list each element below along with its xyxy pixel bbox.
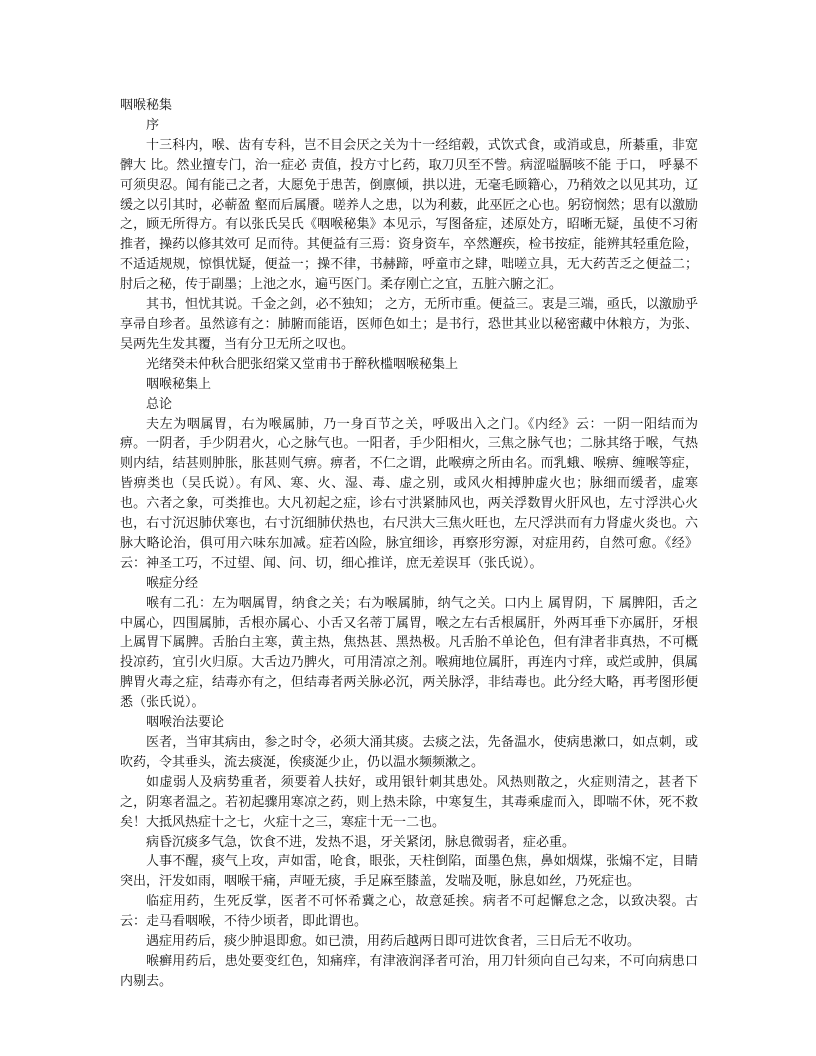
section-paragraph: 病昏沉痰多气急，饮食不进，发热不退，牙关紧闭，脉息微弱者，症必重。 [146,834,576,850]
section-paragraph: 喉癣用药后，患处要变红色，知痛痒，有津液润泽者可治，用刀针须向自己勾来，不可向病患口内剔去。 [120,953,698,989]
section-heading-meridians: 喉症分经 [146,575,199,591]
preface-paragraph: 十三科内，喉、齿有专科，岂不目会厌之关为十一经绾毂，式饮式食，或消或息，所綦重，非宽髀大 比。然业擅专门，治一症必 责值，投方寸匕药，取刀贝至不訾。病涩嗌膈咳不能 于口， 呼暴不可须臾忍。闻有能己之者，大愿免于患苦，倒廪倾，拱以进，无毫毛顾籍心，乃稍效之以见其功，辽缓之以引其时，必蕲盈 壑而后属餍。嗟养人之患，以为利薮，此巫匠之心也。躬窃悯然；思有以激励之，顾无所得方。有以张氏吴氏《咽喉秘集》本见示，写图备症，述原处方，昭晰无疑，虽使不习術推者，操药以修其效可 足而待。其便益有三焉：资身资车，卒然邂疾，检书按症，能辨其轻重危险，不适适规规，惊惧忧疑，便益一；操不律，书赫蹄，呼童市之肆，咄嗟立具，无大药苦乏之便益二；肘后之秘，传于副墨；上池之水，遍丐医门。柔存刚亡之宜，五脏六腑之汇。 [120,137,698,293]
preface-heading: 序 [146,117,160,133]
volume-title: 咽喉秘集上 [146,376,212,392]
section-paragraph: 夫左为咽属胃，右为喉属肺，乃一身百节之关，呼吸出入之门。《内经》云：一阴一阳结而为痹。一阴者，手少阴君火，心之脉气也。一阳者，手少阳相火，三焦之脉气也；二脉其络于喉，气热则内结，结甚则肿胀，胀甚则气痹。痹者，不仁之谓，此喉痹之所由名。而乳蛾、喉痹、缠喉等症，皆痹类也（吴氏说）。有风、寒、火、湿、毒、虚之别，或风火相搏肿虚火也；脉细而缓者，虚寒也。六者之象，可类推也。大凡初起之症，诊右寸洪紧肺风也，两关浮数胃火肝风也，左寸浮洪心火也，右寸沉迟肺伏寒也，右寸沉细肺伏热也，右尺洪大三焦火旺也，左尺浮洪而有力肾虚火炎也。六脉大略论治，俱可用六味东加减。症若凶险，脉宜细诊，再察形穷源，对症用药，自然可愈。《经》云：神圣工巧，不过望、闻、问、切，细心推详，庶无差误耳（张氏说）。 [120,416,698,571]
preface-signature: 光绪癸未仲秋合肥张绍棠又堂甫书于醉秋槛咽喉秘集上 [146,356,459,372]
section-heading-treatment: 咽喉治法要论 [146,715,225,731]
section-paragraph: 如虚弱人及病势重者，须要着人扶好，或用银针刺其患处。风热则散之，火症则清之，甚者下之，阴寒者温之。若初起骤用寒凉之药，则上热未除，中寒复生，其毒乘虚而入，即喘不休，死不救矣！大抵风热症十之七，火症十之三，寒症十无一二也。 [120,774,698,830]
section-paragraph: 医者，当审其病由，参之时令，必须大涌其痰。去痰之法，先备温水，使病患漱口，如点刺，或吹药，令其垂头，流去痰涎，俟痰涎少止，仍以温水频频漱之。 [120,735,698,770]
section-paragraph: 喉有二孔：左为咽属胃，纳食之关；右为喉属肺，纳气之关。口内上 属胃阴，下 属脾阳，舌之中属心，四围属肺，舌根亦属心、小舌又名蒂丁属胃，喉之左右舌根属肝，外两耳垂下亦属肝，牙根上属胃下属脾。舌胎白主寒，黄主热，焦热甚、黑热极。凡舌胎不单论色，但有津者非真热，不可概投凉药，宜引火归原。大舌边乃脾火，可用清凉之剂。喉痈地位属肝，再连内寸痒，或烂或肿，俱属脾胃火毒之症，结毒亦有之，但结毒者两关脉必沉，两关脉浮，非结毒也。此分经大略，再考图形便悉（张氏说）。 [120,595,698,711]
book-title: 咽喉秘集 [120,98,173,113]
section-paragraph: 遇症用药后，痰少肿退即愈。如已溃，用药后越两日即可进饮食者，三日后无不收功。 [146,934,641,950]
section-paragraph: 临症用药，生死反掌，医者不可怀希冀之心，故意延挨。病者不可起懈怠之念，以致决裂。古云：走马看咽喉，不待少顷者，即此谓也。 [120,894,698,930]
section-heading-general: 总论 [146,396,173,412]
preface-paragraph: 其书，怛忧其说。千金之剑，必不独知； 之方，无所市重。便益三。衷是三端，亟氏，以激励乎享帚自珍者。虽然谚有之：肺腑而能语，医师色如土；是书行，恐世其业以秘密藏中休粮方，为张、吴两先生发其覆，当有分卫无所之叹也。 [120,297,698,352]
text-column [120,96,698,992]
section-paragraph: 人事不醒，痰气上攻，声如雷，呛食，眼张，天柱倒陷，面墨色焦，鼻如烟煤，张煽不定，目睛突出，汗发如雨，咽喉干痛，声哑无痰，手足麻至膝盖，发喘及呃，脉息如丝，乃死症也。 [120,854,698,890]
